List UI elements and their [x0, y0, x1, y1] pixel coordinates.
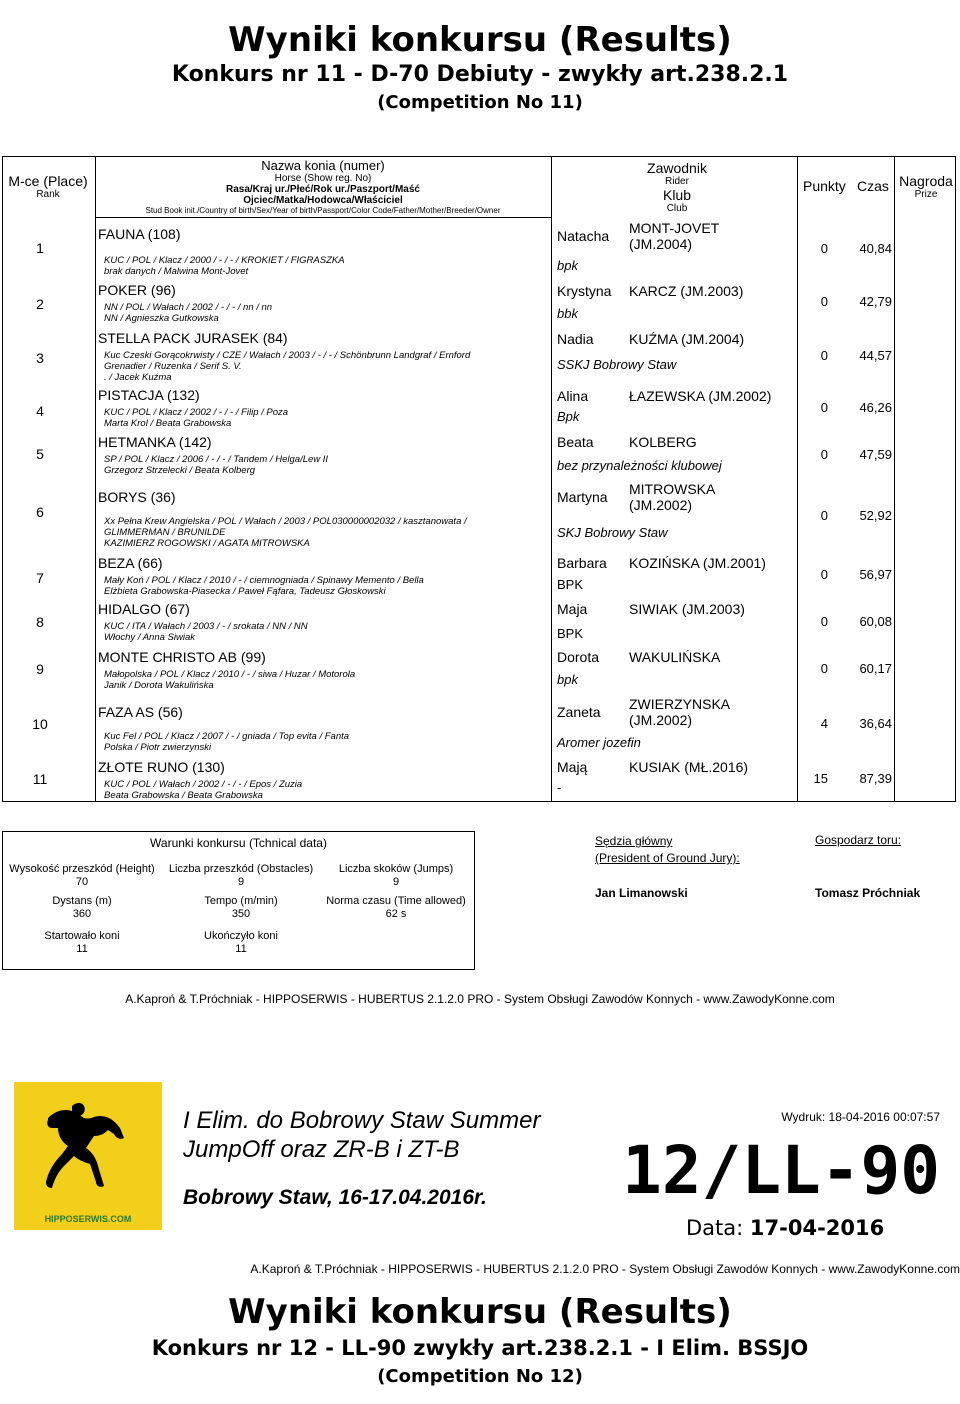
rider-first-name: Mają — [557, 759, 588, 775]
rider-last-name: ŁAZEWSKA (JM.2002) — [629, 388, 772, 404]
horse-jumper-icon — [14, 1082, 162, 1230]
rider-last-name: KARCZ (JM.2003) — [629, 283, 744, 299]
horse-details: Xx Pełna Krew Angielska / POL / Wałach / 2003 / POL030000002032 / kasztanowata / GLIMMERMAN / BRUNILDE KAZIMIERZ ROGOWSKI / AGATA MITROWSKA — [104, 516, 467, 549]
horse-details: KUC / POL / Klacz / 2000 / - / - / KROKIET / FIGRASZKA brak danych / Malwina Mont-Jovet — [104, 255, 345, 277]
horse-details: SP / POL / Klacz / 2006 / - / - / Tandem / Helga/Lew II Grzegorz Strzelecki / Beata Kolberg — [104, 454, 329, 476]
rider-first-name: Maja — [557, 601, 588, 617]
col-time-header: Czas — [857, 178, 889, 194]
result-points: 0 — [820, 241, 828, 256]
col-horse-breed: Rasa/Kraj ur./Płeć/Rok ur./Paszport/Maść — [226, 184, 420, 195]
rider-first-name: Nadia — [557, 331, 594, 347]
horse-name: FAZA AS (56) — [98, 704, 183, 720]
result-time: 40,84 — [859, 241, 892, 256]
date-label: Data: — [686, 1216, 750, 1240]
col-horse-parents: Ojciec/Matka/Hodowca/Właściciel — [243, 195, 403, 206]
event-title — [183, 1106, 540, 1164]
result-rank: 3 — [36, 350, 44, 366]
result-rank: 7 — [36, 570, 44, 586]
col-horse-desc: Stud Book init./Country of birth/Sex/Year of birth/Passport/Color Code/Father/Mother/Breeder/Owner — [145, 206, 501, 215]
conditions-title: Warunki konkursu (Tchnical data) — [150, 836, 327, 850]
horse-name: MONTE CHRISTO AB (99) — [98, 649, 266, 665]
rider-club: Bpk — [557, 409, 580, 424]
rider-first-name: Krystyna — [557, 283, 612, 299]
rider-club: BPK — [557, 626, 584, 641]
judge-label: Sędzia główny — [595, 834, 673, 848]
footer-credits: A.Kaproń & T.Próchniak - HIPPOSERWIS - HUBERTUS 2.1.2.0 PRO - System Obsługi Zawodów Konnych - www.ZawodyKonne.com — [125, 992, 835, 1006]
logo-caption: HIPPOSERWIS.COM — [44, 1214, 132, 1224]
finished-label: Ukończyło koni — [204, 930, 278, 942]
col-prize-label: Nagroda — [899, 173, 953, 189]
result-points: 0 — [820, 348, 828, 363]
result-rank: 6 — [36, 504, 44, 520]
rider-club: Aromer jozefin — [557, 735, 641, 750]
rider-first-name: Natacha — [557, 228, 610, 244]
rider-last-name: SIWIAK (JM.2003) — [629, 601, 745, 617]
rider-club: bez przynależności klubowej — [557, 458, 722, 473]
started-label: Startowało koni — [44, 930, 120, 942]
competition-title-2: Konkurs nr 12 - LL-90 zwykły art.238.2.1 - I Elim. BSSJO — [151, 1336, 809, 1360]
col-rank-sub: Rank — [36, 189, 60, 200]
horse-name: BEZA (66) — [98, 555, 163, 571]
horse-details: NN / POL / Wałach / 2002 / - / - / nn / nn NN / Agnieszka Gutkowska — [104, 302, 273, 324]
page-title: Wyniki konkursu (Results) — [228, 20, 732, 60]
result-points: 0 — [820, 661, 828, 676]
rider-club: bpk — [557, 672, 578, 687]
horse-name: FAUNA (108) — [98, 226, 181, 242]
started-value: 11 — [76, 943, 88, 955]
result-time: 56,97 — [859, 567, 892, 582]
col-rank-label: M-ce (Place) — [8, 173, 88, 189]
tempo-value: 350 — [231, 908, 251, 920]
rider-club: - — [557, 780, 562, 795]
host-label: Gospodarz toru: — [815, 833, 902, 847]
divider-time — [894, 156, 895, 802]
jumps-label: Liczba skoków (Jumps) — [338, 863, 454, 875]
rider-last-name: KUŹMA (JM.2004) — [629, 331, 745, 347]
rider-first-name: Martyna — [557, 489, 608, 505]
competition-code: 12/LL-90 — [622, 1132, 940, 1209]
rider-club: SSKJ Bobrowy Staw — [557, 357, 677, 372]
footer-credits-2: A.Kaproń & T.Próchniak - HIPPOSERWIS - HUBERTUS 2.1.2.0 PRO - System Obsługi Zawodów Konnych - www.ZawodyKonne.com — [250, 1262, 960, 1276]
date-value: 17-04-2016 — [749, 1216, 885, 1240]
horse-details: KUC / ITA / Wałach / 2003 / - / srokata / NN / NN Włochy / Anna Siwiak — [104, 621, 308, 643]
col-horse-sub: Horse (Show reg. No) — [274, 173, 372, 184]
col-prize-sub: Prize — [914, 189, 938, 200]
rider-last-name: WAKULIŃSKA — [629, 649, 721, 665]
rider-last-name: KUSIAK (MŁ.2016) — [629, 759, 749, 775]
col-horse-label: Nazwa konia (numer) — [261, 158, 385, 173]
result-time: 36,64 — [859, 716, 892, 731]
rider-club: BPK — [557, 577, 584, 592]
divider-horse-header — [95, 217, 551, 218]
rider-club: SKJ Bobrowy Staw — [557, 525, 668, 540]
result-time: 47,59 — [859, 447, 892, 462]
print-timestamp: Wydruk: 18-04-2016 00:07:57 — [781, 1110, 940, 1124]
col-rider-label: Zawodnik — [647, 160, 707, 176]
result-points: 0 — [820, 508, 828, 523]
obstacles-label: Liczba przeszkód (Obstacles) — [168, 863, 314, 875]
result-rank: 11 — [32, 771, 48, 787]
event-title-line2: JumpOff oraz ZR-B i ZT-B — [183, 1136, 460, 1163]
result-rank: 4 — [36, 403, 44, 419]
host-name: Tomasz Próchniak — [815, 886, 921, 900]
time-allowed-value: 62 s — [385, 908, 407, 920]
rider-last-name: MONT-JOVET (JM.2004) — [629, 220, 720, 252]
col-rider-sub: Rider — [665, 176, 689, 187]
horse-name: HETMANKA (142) — [98, 434, 212, 450]
finished-value: 11 — [235, 943, 247, 955]
hipposerwis-logo — [14, 1082, 162, 1230]
rider-club: bbk — [557, 306, 578, 321]
result-points: 4 — [820, 716, 828, 731]
page-title-2: Wyniki konkursu (Results) — [228, 1292, 732, 1332]
height-label: Wysokość przeszkód (Height) — [9, 863, 155, 875]
rider-club: bpk — [557, 258, 578, 273]
result-rank: 1 — [36, 240, 44, 256]
result-points: 0 — [820, 294, 828, 309]
result-rank: 10 — [32, 716, 48, 732]
rider-last-name: KOZIŃSKA (JM.2001) — [629, 555, 766, 571]
height-value: 70 — [75, 876, 89, 888]
result-rank: 5 — [36, 446, 44, 462]
horse-details: KUC / POL / Wałach / 2002 / - / - / Epos / Zuzia Beata Grabowska / Beata Grabowska — [104, 779, 303, 801]
result-rank: 9 — [36, 661, 44, 677]
judge-name: Jan Limanowski — [595, 886, 688, 900]
result-rank: 2 — [36, 296, 44, 312]
result-time: 52,92 — [859, 508, 892, 523]
rider-first-name: Dorota — [557, 649, 600, 665]
competition-number: (Competition No 11) — [377, 92, 583, 113]
rider-first-name: Barbara — [557, 555, 607, 571]
col-points-header: Punkty — [803, 178, 846, 194]
result-time: 44,57 — [859, 348, 892, 363]
col-club-sub: Club — [666, 203, 688, 214]
result-time: 60,08 — [859, 614, 892, 629]
rider-last-name: KOLBERG — [629, 434, 697, 450]
horse-details: Kuc Fel / POL / Klacz / 2007 / - / gniada / Top evita / Fanta Polska / Piotr zwierzynski — [104, 731, 350, 753]
judge-sub: (President of Ground Jury): — [595, 851, 740, 865]
result-points: 15 — [813, 771, 828, 786]
result-time: 42,79 — [859, 294, 892, 309]
horse-name: PISTACJA (132) — [98, 387, 200, 403]
distance-label: Dystans (m) — [52, 895, 112, 907]
rider-first-name: Zaneta — [557, 704, 601, 720]
rider-last-name: MITROWSKA (JM.2002) — [629, 481, 716, 513]
horse-details: Małopolska / POL / Klacz / 2010 / - / siwa / Huzar / Motorola Janik / Dorota Wakulińska — [104, 669, 356, 691]
judge-block — [595, 833, 740, 867]
distance-value: 360 — [72, 908, 92, 920]
divider-horse — [551, 156, 552, 802]
competition-number-2: (Competition No 12) — [377, 1366, 583, 1387]
jumps-value: 9 — [392, 876, 400, 888]
result-points: 0 — [820, 614, 828, 629]
rider-first-name: Beata — [557, 434, 594, 450]
result-rank: 8 — [36, 614, 44, 630]
result-points: 0 — [820, 567, 828, 582]
horse-name: HIDALGO (67) — [98, 601, 190, 617]
col-club-label: Klub — [662, 187, 692, 203]
event-place: Bobrowy Staw, 16-17.04.2016r. — [183, 1186, 487, 1209]
horse-details: Mały Koń / POL / Klacz / 2010 / - / ciemnogniada / Spinawy Memento / Bella Elżbieta Grabowska-Piasecka / Paweł Fąfara, Tadeusz Głoskowski — [104, 575, 424, 597]
result-time: 46,26 — [859, 400, 892, 415]
competition-title: Konkurs nr 11 - D-70 Debiuty - zwykły art.238.2.1 — [171, 62, 789, 87]
time-allowed-label: Norma czasu (Time allowed) — [326, 895, 466, 907]
divider-rank — [95, 156, 96, 802]
horse-details: KUC / POL / Klacz / 2002 / - / - / Filip / Poza Marta Krol / Beata Grabowska — [104, 407, 289, 429]
result-time: 60,17 — [859, 661, 892, 676]
rider-first-name: Alina — [557, 388, 589, 404]
rider-last-name: ZWIERZYNSKA (JM.2002) — [629, 696, 731, 728]
horse-details: Kuc Czeski Gorącokrwisty / CZE / Wałach / 2003 / - / - / Schönbrunn Landgraf / Ernford Grenadier / Ruzenka / Serif S. V. . / Jacek Kuźma — [104, 350, 471, 383]
result-points: 0 — [820, 447, 828, 462]
tempo-label: Tempo (m/min) — [204, 895, 278, 907]
result-points: 0 — [820, 400, 828, 415]
horse-name: ZŁOTE RUNO (130) — [98, 759, 225, 775]
horse-name: STELLA PACK JURASEK (84) — [98, 330, 288, 346]
event-title-line1: I Elim. do Bobrowy Staw Summer — [183, 1107, 541, 1134]
horse-name: POKER (96) — [98, 282, 176, 298]
result-time: 87,39 — [859, 771, 892, 786]
obstacles-value: 9 — [237, 876, 245, 888]
horse-name: BORYS (36) — [98, 489, 176, 505]
event-date — [686, 1216, 884, 1240]
